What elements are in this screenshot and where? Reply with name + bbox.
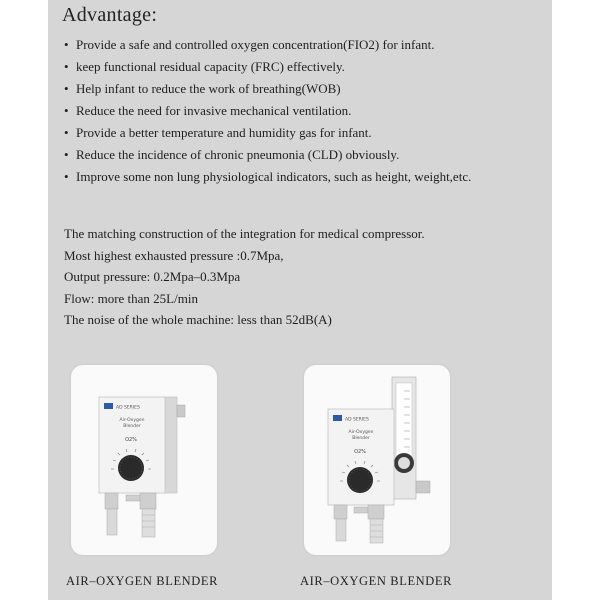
side-fitting bbox=[416, 481, 430, 493]
advantage-text: Reduce the incidence of chronic pneumonia (CLD) obviously. bbox=[76, 147, 400, 162]
name-label-2: Blender bbox=[352, 436, 370, 441]
specifications bbox=[64, 223, 425, 331]
brand-logo bbox=[104, 403, 113, 409]
spec-line: The noise of the whole machine: less than 52dB(A) bbox=[64, 312, 332, 327]
product-caption: AIR–OXYGEN BLENDER bbox=[300, 574, 453, 588]
oxygen-inlet bbox=[368, 505, 384, 519]
list-item bbox=[64, 34, 471, 56]
bullet: • bbox=[64, 103, 69, 118]
spec-line: Output pressure: 0.2Mpa–0.3Mpa bbox=[64, 269, 241, 284]
outlet-port bbox=[354, 507, 368, 513]
product-caption: AIR–OXYGEN BLENDER bbox=[66, 574, 219, 588]
advantage-text: Improve some non lung physiological indicators, such as height, weight,etc. bbox=[76, 169, 472, 184]
advantage-list bbox=[64, 34, 471, 188]
bullet: • bbox=[64, 59, 69, 74]
spec-line: Most highest exhausted pressure :0.7Mpa, bbox=[64, 247, 284, 263]
oxygen-inlet bbox=[140, 493, 156, 509]
bullet: • bbox=[64, 147, 69, 162]
series-label: AD SERIES bbox=[116, 405, 140, 411]
oxygen-knob bbox=[347, 467, 373, 493]
blender-flowmeter-illustration bbox=[304, 365, 450, 555]
name-label-2: Blender bbox=[123, 424, 141, 429]
product-card-flowmeter bbox=[304, 365, 450, 555]
advantage-text: Provide a better temperature and humidity gas for infant. bbox=[76, 125, 372, 140]
list-item bbox=[64, 122, 471, 144]
advantage-text: Reduce the need for invasive mechanical ventilation. bbox=[76, 103, 352, 118]
spec-line: Flow: more than 25L/min bbox=[64, 290, 198, 306]
o2-label: O2% bbox=[125, 437, 137, 443]
bullet: • bbox=[64, 37, 69, 52]
list-item bbox=[64, 144, 471, 166]
o2-label: O2% bbox=[354, 449, 366, 455]
oxygen-knob bbox=[118, 455, 144, 481]
brand-logo bbox=[333, 415, 342, 421]
name-label-1: Air-Oxygen bbox=[348, 430, 374, 435]
list-item bbox=[64, 100, 471, 122]
advantage-text: Help infant to reduce the work of breathing(WOB) bbox=[76, 81, 341, 96]
name-label-1: Air-Oxygen bbox=[119, 418, 145, 423]
advantage-heading: Advantage: bbox=[62, 4, 158, 26]
series-label: AD SERIES bbox=[345, 417, 369, 423]
outlet-port bbox=[126, 495, 140, 501]
air-inlet bbox=[105, 493, 118, 509]
list-item bbox=[64, 166, 471, 188]
spec-line: The matching construction of the integration for medical compressor. bbox=[64, 226, 425, 241]
side-fitting bbox=[177, 405, 185, 417]
list-item bbox=[64, 78, 471, 100]
bullet: • bbox=[64, 169, 69, 184]
air-inlet bbox=[334, 505, 347, 519]
blender-basic-illustration bbox=[71, 365, 217, 555]
list-item bbox=[64, 56, 471, 78]
advantage-text: keep functional residual capacity (FRC) effectively. bbox=[76, 59, 345, 74]
bullet: • bbox=[64, 81, 69, 96]
advantage-text: Provide a safe and controlled oxygen concentration(FIO2) for infant. bbox=[76, 37, 435, 52]
product-card-basic bbox=[71, 365, 217, 555]
bullet: • bbox=[64, 125, 69, 140]
